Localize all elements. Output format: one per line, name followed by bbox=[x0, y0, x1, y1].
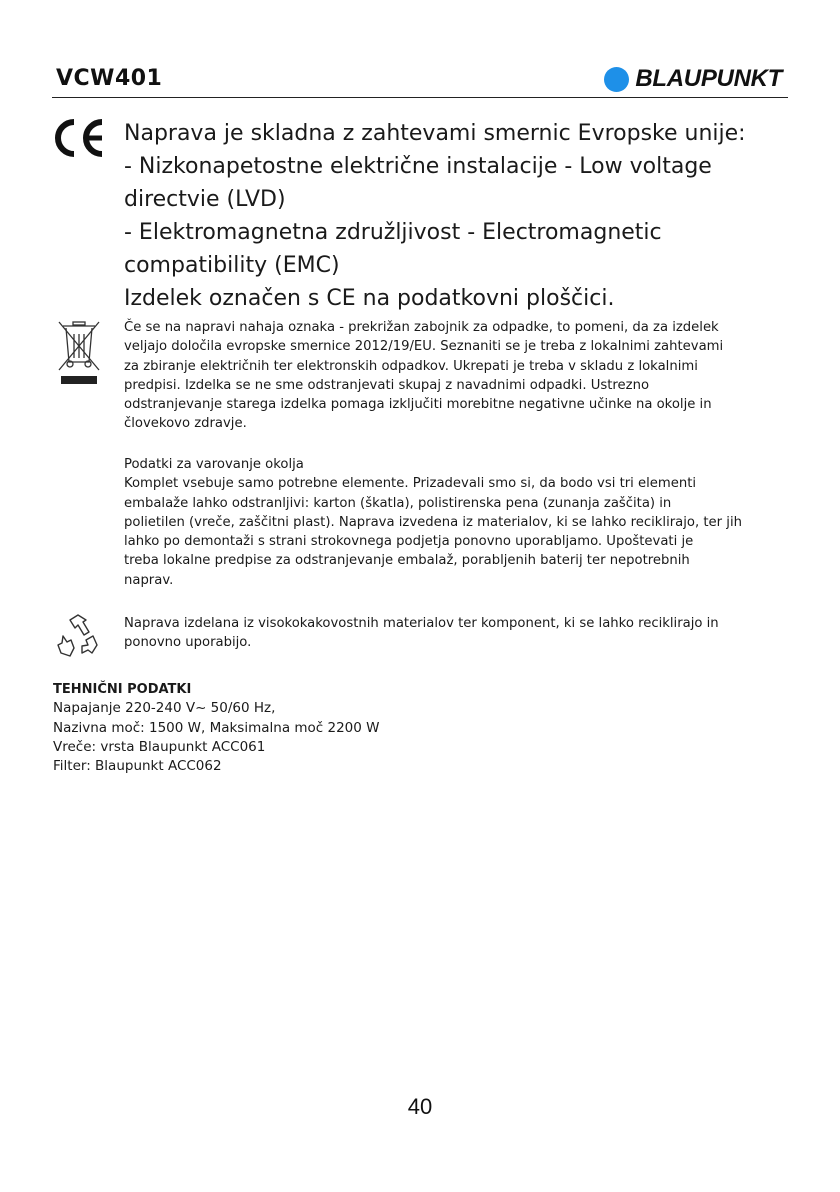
environment-paragraph bbox=[124, 455, 786, 590]
ce-line: directvie (LVD) bbox=[124, 187, 286, 212]
weee-line: odstranjevanje starega izdelka pomaga izključiti morebitne negativne učinke na okolje in bbox=[124, 397, 712, 413]
brand-logo bbox=[604, 66, 782, 92]
page-number: 40 bbox=[407, 1094, 433, 1119]
technical-data bbox=[53, 680, 613, 776]
weee-line: veljajo določila evropske smernice 2012/19/EU. Seznaniti se je treba z lokalnimi zahtevami bbox=[124, 339, 724, 355]
recycle-icon bbox=[53, 612, 103, 662]
brand-dot-icon bbox=[604, 67, 629, 92]
ce-line: - Nizkonapetostne električne instalacije - Low voltage bbox=[124, 154, 712, 179]
tech-line: Filter: Blaupunkt ACC062 bbox=[53, 758, 222, 775]
weee-line: človekovo zdravje. bbox=[124, 416, 247, 432]
brand-name: BLAUPUNKT bbox=[635, 65, 782, 92]
environment-line: polietilen (vreče, zaščitni plast). Naprava izvedena iz materialov, ki se lahko reciklirajo, ter jih bbox=[124, 514, 742, 530]
technical-data-title: TEHNIČNI PODATKI bbox=[53, 682, 192, 697]
ce-declaration bbox=[124, 117, 804, 315]
model-name: VCW401 bbox=[56, 66, 163, 91]
weee-line: Če se na napravi nahaja oznaka - prekrižan zabojnik za odpadke, to pomeni, da za izdelek bbox=[124, 320, 719, 335]
header-divider bbox=[52, 97, 788, 98]
ce-line: - Elektromagnetna združljivost - Electromagnetic bbox=[124, 220, 662, 245]
recycle-line: ponovno uporabijo. bbox=[124, 635, 252, 651]
environment-line: Komplet vsebuje samo potrebne elemente. Prizadevali smo si, da bodo vsi tri elementi bbox=[124, 476, 697, 492]
environment-line: naprav. bbox=[124, 572, 174, 588]
weee-paragraph bbox=[124, 318, 786, 434]
weee-line: predpisi. Izdelka se ne sme odstranjevati skupaj z navadnimi odpadki. Ustrezno bbox=[124, 377, 650, 393]
ce-line: Naprava je skladna z zahtevami smernic Evropske unije: bbox=[124, 121, 746, 146]
ce-line: Izdelek označen s CE na podatkovni ploščici. bbox=[124, 286, 615, 311]
environment-line: treba lokalne predpise za odstranjevanje embalaž, porabljenih baterij ter nepotrebnih bbox=[124, 553, 690, 569]
ce-mark-icon bbox=[52, 118, 108, 158]
tech-line: Nazivna moč: 1500 W, Maksimalna moč 2200 W bbox=[53, 719, 380, 736]
recycle-line: Naprava izdelana iz visokokakovostnih materialov ter komponent, ki se lahko reciklirajo in bbox=[124, 616, 719, 631]
weee-line: za zbiranje električnih ter elektronskih odpadkov. Ukrepati je treba v skladu z lokalnimi bbox=[124, 358, 698, 374]
ce-line: compatibility (EMC) bbox=[124, 253, 340, 278]
environment-line: lahko po demontaži s strani strokovnega podjetja ponovno uporabljamo. Upoštevati je bbox=[124, 534, 694, 550]
environment-line: embalaže lahko odstranljivi: karton (škatla), polistirenska pena (zunanja zaščita) in bbox=[124, 495, 672, 511]
crossed-out-bin-icon bbox=[55, 318, 103, 388]
recycle-paragraph bbox=[124, 614, 786, 653]
tech-line: Napajanje 220-240 V~ 50/60 Hz, bbox=[53, 700, 276, 717]
environment-heading: Podatki za varovanje okolja bbox=[124, 457, 304, 472]
tech-line: Vreče: vrsta Blaupunkt ACC061 bbox=[53, 738, 266, 755]
